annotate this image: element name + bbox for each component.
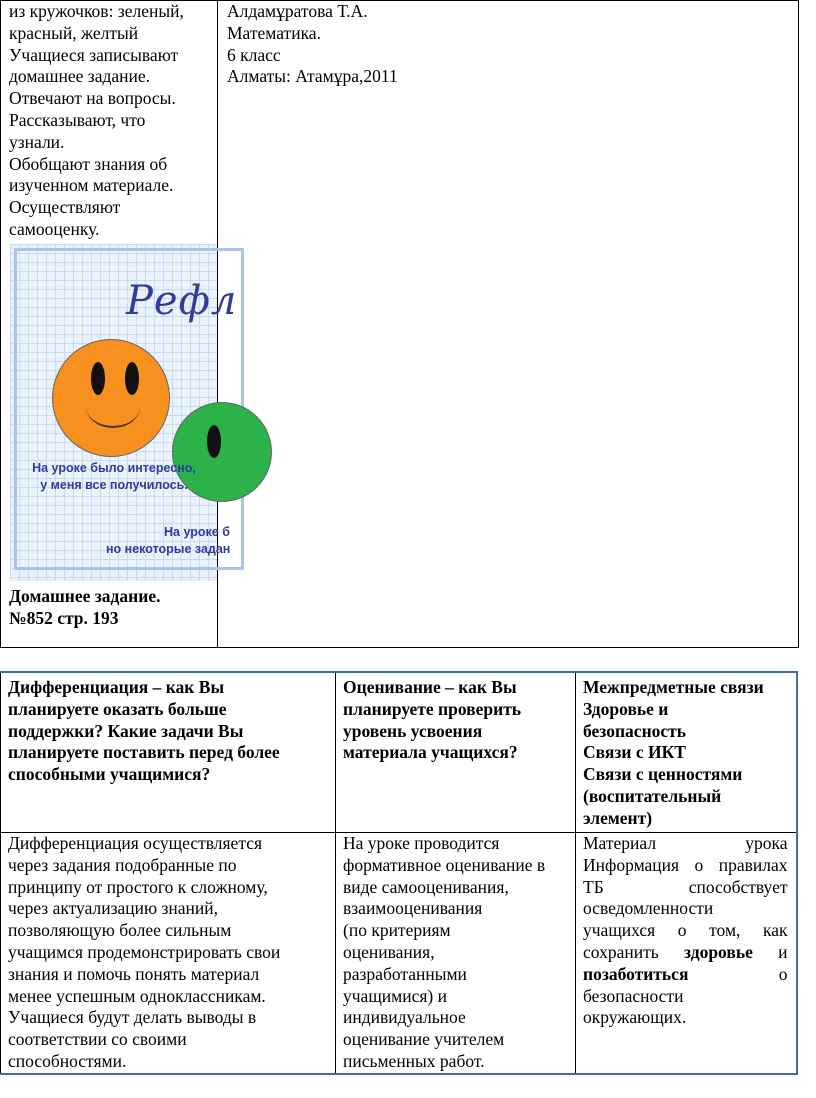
text-line: Связи с ИКТ — [583, 742, 686, 763]
text-span: о — [778, 963, 788, 984]
text-line: планируете оказать больше — [8, 698, 227, 719]
text-line: материала учащихся? — [343, 742, 518, 763]
text-line — [583, 964, 788, 986]
text-line: самооценку. — [9, 218, 100, 239]
header-differentiation — [1, 672, 336, 833]
text-line: соответствии со своими — [8, 1029, 187, 1050]
text-line: На уроке проводится — [343, 833, 500, 853]
text-line: Алматы: Атамұра,2011 — [227, 66, 398, 87]
text-line: планируете поставить перед более — [8, 742, 280, 763]
text-line: оценивания, — [343, 941, 435, 962]
text-line: 6 класс — [227, 44, 281, 65]
text-line: взаимооценивания — [343, 898, 483, 919]
text-line: Материал урока — [583, 833, 788, 853]
caption-line: На уроке б — [164, 525, 230, 539]
text-line: разработанными — [343, 963, 467, 984]
bold-span: позаботиться — [583, 963, 689, 984]
text-line: учащимся продемонстрировать свои — [8, 941, 281, 962]
caption-line: На уроке было интересно, — [32, 461, 196, 475]
homework-title: Домашнее задание. — [9, 586, 161, 606]
text-line: Здоровье и — [583, 698, 669, 719]
text-line: (воспитательный — [583, 785, 722, 806]
reflection-image — [10, 244, 238, 581]
text-line: ТБ способствует — [583, 876, 788, 897]
text-line: Информация о правилах — [583, 854, 788, 875]
text-line: Учащиеся будут делать выводы в — [8, 1007, 257, 1028]
body-row — [1, 833, 797, 1074]
text-line — [583, 942, 788, 964]
text-line: безопасность — [583, 720, 687, 741]
text-line: (по критериям — [343, 920, 451, 941]
text-line: уровень усвоения — [343, 720, 483, 741]
text-line: позволяющую более сильным — [8, 920, 232, 941]
cell-differentiation — [1, 833, 336, 1074]
text-line: изученном материале. — [9, 175, 174, 196]
cell-cross-curricular — [576, 833, 797, 1074]
text-line: узнали. — [9, 131, 65, 152]
caption-line: но некоторые задан — [106, 542, 231, 556]
caption-orange — [14, 460, 214, 494]
text-line: осведомленности — [583, 898, 714, 919]
text-line: учащихся о том, как — [583, 920, 788, 941]
text-line: виде самооценивания, — [343, 876, 509, 897]
text-line: Математика. — [227, 22, 321, 43]
text-line: безопасности — [583, 985, 684, 1006]
text-line: через актуализацию знаний, — [8, 898, 218, 919]
cell-assessment — [336, 833, 576, 1074]
text-line: Дифференциация – как Вы — [8, 677, 225, 697]
text-line: Алдамұратова Т.А. — [227, 1, 368, 21]
smile — [86, 386, 140, 428]
orange-smiley-icon — [52, 339, 170, 457]
text-line: способными учащимися? — [8, 764, 211, 785]
homework — [9, 585, 160, 629]
header-assessment — [336, 672, 576, 833]
header-cross-curricular — [576, 672, 797, 833]
text-line: оценивание учителем — [343, 1029, 505, 1050]
homework-task: №852 стр. 193 — [9, 608, 119, 628]
text-line: индивидуальное — [343, 1007, 466, 1028]
bold-span: здоровье — [684, 941, 753, 962]
text-line: элемент) — [583, 807, 653, 828]
text-line: Рассказывают, что — [9, 109, 146, 130]
text-line: формативное оценивание в — [343, 854, 546, 875]
text-line: Отвечают на вопросы. — [9, 88, 176, 109]
activity-text — [1, 1, 217, 241]
text-line: Связи с ценностями — [583, 764, 743, 785]
planning-table — [0, 671, 798, 1075]
text-line: домашнее задание. — [9, 66, 151, 87]
text-line: планируете проверить — [343, 698, 522, 719]
caption-green — [106, 524, 230, 558]
text-line: менее успешным одноклассникам. — [8, 985, 266, 1006]
text-line: учащимися) и — [343, 985, 447, 1006]
text-line: окружающих. — [583, 1007, 687, 1028]
text-line: поддержки? Какие задачи Вы — [8, 720, 244, 741]
header-row — [1, 672, 797, 833]
text-line: способностями. — [8, 1050, 127, 1071]
text-line: Учащиеся записывают — [9, 44, 179, 65]
eye — [207, 425, 221, 458]
text-line: через задания подобранные по — [8, 854, 237, 875]
text-span: и — [778, 941, 788, 962]
text-line: Осуществляют — [9, 197, 121, 218]
text-span: сохранить — [583, 941, 659, 962]
resources-cell — [227, 1, 398, 88]
left-cell — [1, 1, 238, 647]
text-line: красный, желтый — [9, 22, 139, 43]
text-line: Обобщают знания об — [9, 153, 168, 174]
text-line: Межпредметные связи — [583, 677, 764, 697]
text-line: письменных работ. — [343, 1050, 485, 1071]
text-line: принципу от простого к сложному, — [8, 876, 268, 897]
reflection-title: Рефл — [126, 278, 238, 324]
text-line: Дифференциация осуществляется — [8, 833, 263, 853]
text-line: Оценивание – как Вы — [343, 677, 517, 697]
text-line: знания и помочь понять материал — [8, 963, 260, 984]
caption-line: у меня все получилось. — [40, 478, 188, 492]
text-line: из кружочков: зеленый, — [9, 1, 184, 21]
